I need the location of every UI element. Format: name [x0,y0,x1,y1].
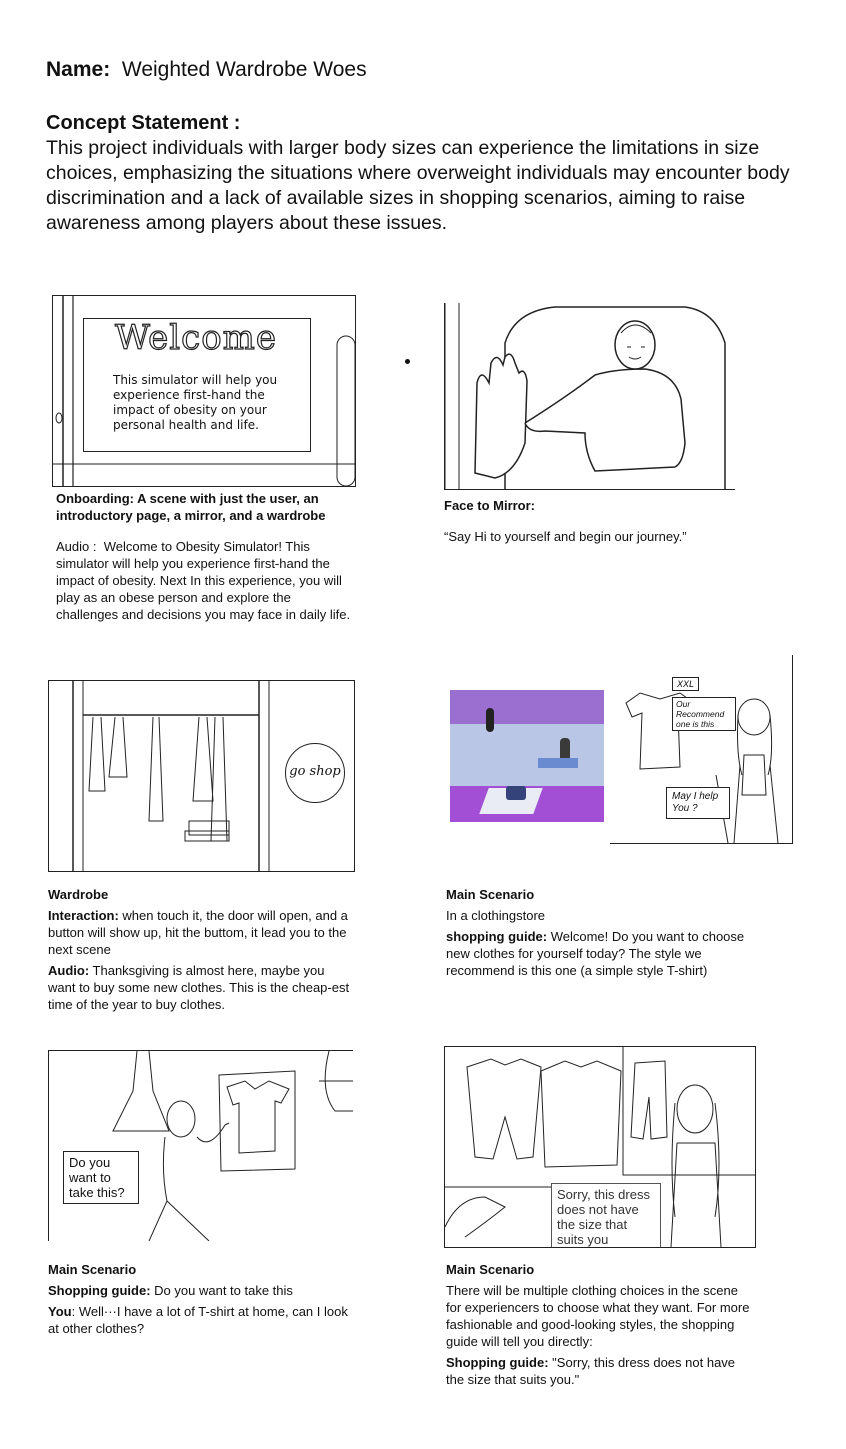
wardrobe-interaction-label: Interaction: [48,908,119,923]
main1-guide-label: shopping guide: [446,929,548,944]
hanger-icon [89,717,227,841]
main2-you-label: You [48,1304,72,1319]
mirror-sketch [444,303,735,490]
welcome-sign-text: This simulator will help you experience first-hand the impact of obesity on your personal health and life. [113,373,278,432]
wardrobe-audio-label: Audio: [48,963,90,978]
size-tag: XXL [672,677,699,691]
mirror-caption [444,497,744,549]
onboarding-audio-text: Welcome to Obesity Simulator! This simulator will help you experience first-hand the impact of obesity. Next In this experience, you will play as an obese person and explore the challenges and decisions you may face in daily life. [56,539,351,622]
dress-icon [113,1051,169,1131]
concept-title: Concept Statement : [46,112,241,134]
onboarding-caption-title: Onboarding: A scene with just the user, an introductory page, a mirror, and a wardrobe [56,491,326,523]
main3-caption [446,1261,756,1392]
offer-sketch [48,1050,353,1241]
wardrobe-caption [48,886,353,1017]
guide-sketch [610,655,793,844]
mirror-drawing [445,303,735,489]
mirror-quote: “Say Hi to yourself and begin our journey.” [444,529,687,544]
main3-guide-text: "Sorry, this dress does not have the size that suits you." [446,1355,736,1387]
welcome-title: Welcome [115,318,278,358]
onboarding-caption [56,490,356,627]
store-3d-render [450,690,604,822]
onboarding-audio-label: Audio : [56,539,97,554]
hand-icon [475,354,527,478]
main2-caption-title: Main Scenario [48,1262,137,1277]
tshirt-icon [219,1071,295,1171]
jacket-icon [467,1059,621,1167]
main3-desc: There will be multiple clothing choices in the scene for experiencers to choose what they want. For more fashionable and good-looking styles, the shopping guide will tell you directly: [446,1283,750,1349]
project-name [46,58,367,82]
main2-you-text: : Well···I have a lot of T-shirt at home, can I look at other clothes? [48,1304,348,1336]
main1-caption-title: Main Scenario [446,887,535,902]
main1-location: In a clothingstore [446,908,546,923]
wardrobe-caption-title: Wardrobe [48,887,109,902]
main1-guide-text: Welcome! Do you want to choose new clothes for yourself today? The style we recommend is this one (a simple style T-shirt) [446,929,745,978]
main3-caption-title: Main Scenario [446,1262,535,1277]
onboarding-sketch [52,295,356,487]
go-shop-button[interactable] [285,743,345,803]
go-shop-label: go shop [289,764,341,779]
concept-body: This project individuals with larger body sizes can experience the limitations in size choices, emphasizing the situations where overweight individuals may encounter body discrimination and a lack of available sizes in shopping scenarios, aiming to raise awareness among players about these issues. [46,137,790,234]
mirror-caption-title: Face to Mirror: [444,498,536,513]
name-label: Name: [46,58,111,81]
offer-bubble: Do you want to take this? [63,1151,139,1204]
wardrobe-audio-text: Thanksgiving is almost here, maybe you want to buy some new clothes. This is the cheap-est time of the year to buy clothes. [48,963,350,1012]
main2-caption [48,1261,358,1341]
recommend-bubble: Our Recommend one is this [672,697,736,731]
bag-icon [506,786,526,800]
wardrobe-sketch [48,680,355,872]
help-bubble: May I help You ? [666,787,730,819]
main2-guide-label: Shopping guide: [48,1283,151,1298]
main2-guide-text: Do you want to take this [154,1283,293,1298]
stray-dot [405,359,410,364]
name-value: Weighted Wardrobe Woes [121,58,367,81]
sorry-sketch [444,1046,756,1248]
sorry-bubble: Sorry, this dress does not have the size that suits you [551,1183,661,1248]
wardrobe-interaction-text: when touch it, the door will open, and a button will show up, hit the buttom, it lead you to the next scene [48,908,348,957]
main3-guide-label: Shopping guide: [446,1355,549,1370]
main1-caption [446,886,756,983]
offer-drawing [49,1051,353,1241]
